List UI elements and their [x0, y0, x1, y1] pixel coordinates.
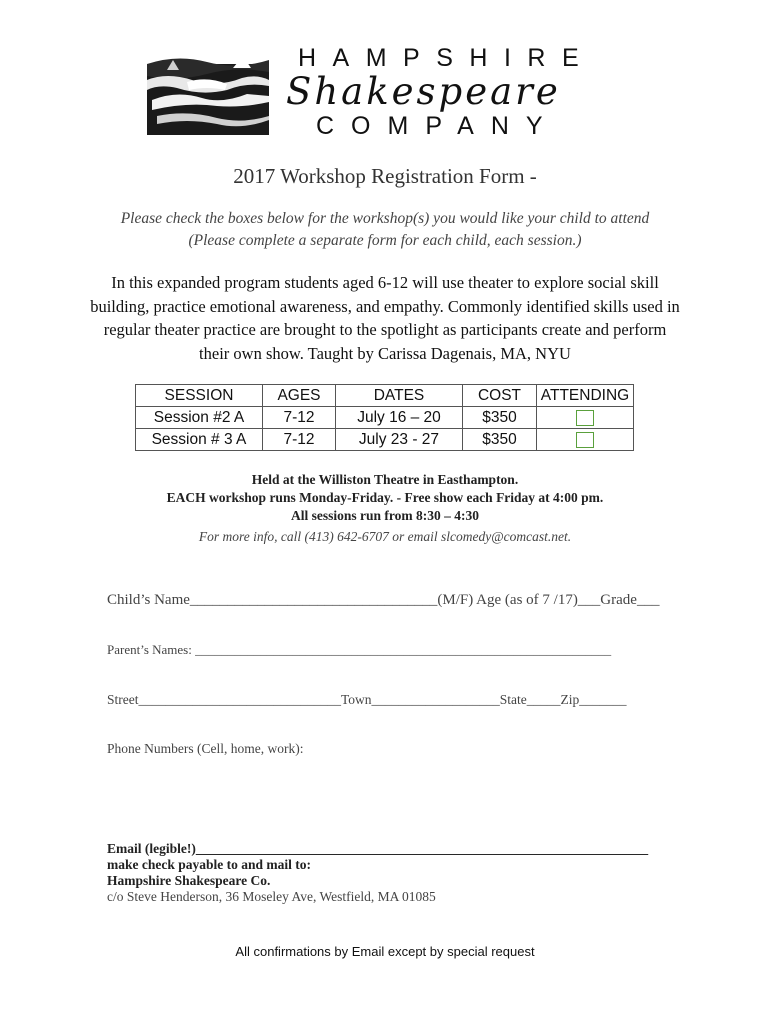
attending-checkbox[interactable] — [576, 432, 594, 448]
table-row — [136, 429, 634, 451]
mail-instructions: make check payable to and mail to: — [107, 857, 311, 872]
column-header: DATES — [336, 385, 463, 407]
cost-cell: $350 — [463, 407, 537, 429]
program-description: In this expanded program students aged 6-12 will use theater to explore social skill building, practice emotional awareness, and empathy. Commonly identified skills used in regular theater practice are brought to the spotlight as participants create and perform their own show. Taught by Carissa Dagenais, MA, NYU — [90, 273, 680, 363]
hours-info: All sessions run from 8:30 – 4:30 — [290, 508, 479, 523]
instruction-line: (Please complete a separate form for each child, each session.) — [188, 232, 582, 249]
cost-cell: $350 — [463, 429, 537, 451]
page-title: 2017 Workshop Registration Form - — [233, 164, 537, 188]
email-field[interactable]: Email (legible!)___________________________________________________________________ — [107, 841, 649, 856]
table-header-row — [136, 385, 634, 407]
session-cell: Session #2 A — [136, 407, 263, 429]
table-row — [136, 407, 634, 429]
venue-info: Held at the Williston Theatre in Easthampton. — [251, 472, 519, 487]
parent-names-field[interactable]: Parent’s Names: ________________________________________________________________ — [107, 642, 612, 657]
column-header: COST — [463, 385, 537, 407]
payee-name: Hampshire Shakespeare Co. — [107, 873, 271, 888]
dates-cell: July 23 - 27 — [336, 429, 463, 451]
ages-cell: 7-12 — [263, 407, 336, 429]
logo-line-company: COMPANY — [316, 112, 560, 140]
session-cell: Session # 3 A — [136, 429, 263, 451]
phone-numbers-field[interactable]: Phone Numbers (Cell, home, work): — [107, 741, 304, 756]
dates-cell: July 16 – 20 — [336, 407, 463, 429]
attending-cell — [537, 407, 634, 429]
column-header: AGES — [263, 385, 336, 407]
landscape-woodcut-logo-icon — [147, 50, 269, 135]
child-name-field[interactable]: Child’s Name_________________________________(M/F) Age (as of 7 /17)___Grade___ — [107, 592, 660, 608]
logo-line-hampshire: HAMPSHIRE — [298, 44, 596, 72]
attending-cell — [537, 429, 634, 451]
schedule-info: EACH workshop runs Monday-Friday. - Free show each Friday at 4:00 pm. — [166, 490, 604, 505]
column-header: SESSION — [136, 385, 263, 407]
instruction-line: Please check the boxes below for the workshop(s) you would like your child to attend — [120, 210, 650, 227]
column-header: ATTENDING — [537, 385, 634, 407]
attending-checkbox[interactable] — [576, 410, 594, 426]
logo-line-shakespeare: Shakespeare — [286, 70, 561, 113]
mailing-address: c/o Steve Henderson, 36 Moseley Ave, Westfield, MA 01085 — [107, 889, 436, 904]
address-field[interactable]: Street______________________________Town___________________State_____Zip_______ — [107, 692, 627, 707]
footer-note: All confirmations by Email except by special request — [235, 944, 535, 959]
session-table — [135, 384, 634, 451]
contact-info: For more info, call (413) 642-6707 or email slcomedy@comcast.net. — [198, 529, 572, 544]
ages-cell: 7-12 — [263, 429, 336, 451]
